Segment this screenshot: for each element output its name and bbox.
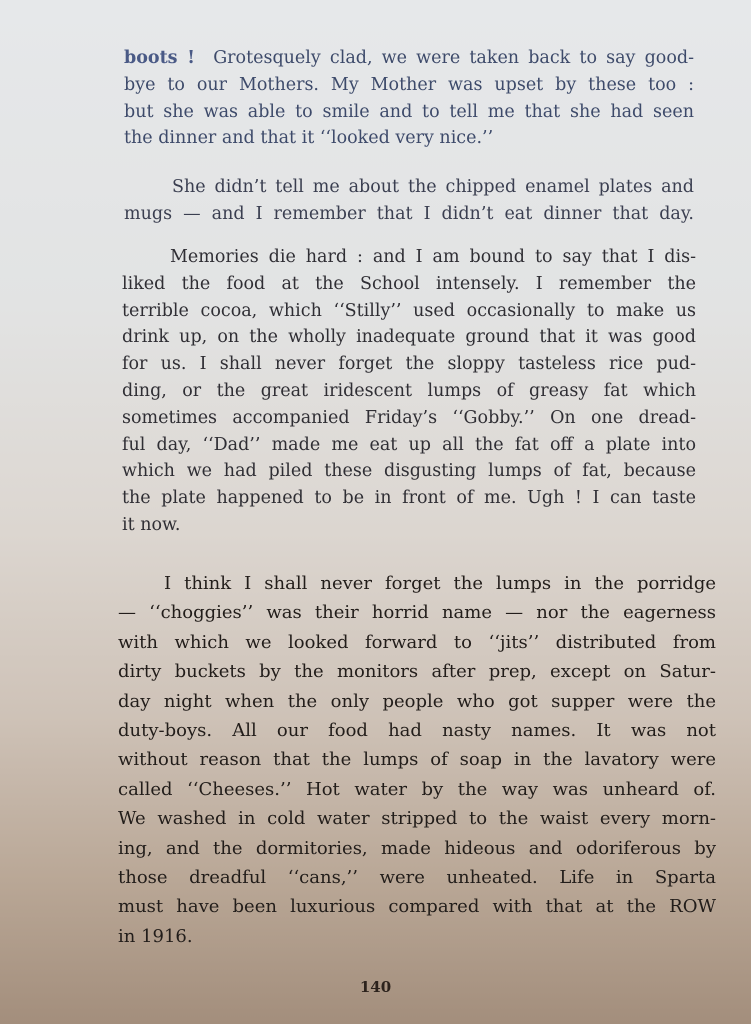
- text-line: I think I shall never forget the lumps in the porridge: [164, 573, 716, 594]
- text-line: mugs — and I remember that I didn’t eat dinner that day.: [124, 203, 694, 224]
- text-line: in 1916.: [118, 925, 193, 947]
- text-line: without reason that the lumps of soap in the lavatory were: [118, 749, 716, 771]
- text-line: Memories die hard : and I am bound to say that I dis-: [170, 247, 696, 267]
- text-line: [124, 45, 694, 72]
- text-line: the plate happened to be in front of me. Ugh ! I can taste: [122, 488, 696, 509]
- lead-word: boots !: [124, 48, 195, 68]
- paragraph-3: [122, 244, 696, 539]
- text-line: duty-boys. All our food had nasty names. It was not: [118, 720, 716, 742]
- text-line: drink up, on the wholly inadequate ground that it was good: [122, 327, 696, 348]
- paragraph-2: [124, 174, 694, 228]
- text-line: ding, or the great iridescent lumps of greasy fat which: [122, 380, 696, 401]
- text-line: sometimes accompanied Friday’s ‘‘Gobby.’’ On one dread-: [122, 407, 696, 428]
- text-line: We washed in cold water stripped to the waist every morn-: [118, 808, 716, 830]
- paragraph-4: [118, 569, 716, 951]
- text-line: those dreadful ‘‘cans,’’ were unheated. Life in Sparta: [118, 867, 716, 889]
- text-line: dirty buckets by the monitors after prep, except on Satur-: [118, 661, 716, 683]
- text-line: it now.: [122, 514, 181, 535]
- text-line: ing, and the dormitories, made hideous and odoriferous by: [118, 837, 716, 859]
- text-line: ful day, ‘‘Dad’’ made me eat up all the fat off a plate into: [122, 434, 696, 455]
- text-line: must have been luxurious compared with that at the ROW: [118, 896, 716, 918]
- text-line: with which we looked forward to ‘‘jits’’ distributed from: [118, 631, 716, 653]
- text-line: the dinner and that it ‘‘looked very nice.’’: [124, 128, 494, 149]
- paragraph-1: [124, 45, 694, 152]
- text-line: but she was able to smile and to tell me that she had seen: [124, 101, 694, 122]
- text-line-content: Grotesquely clad, we were taken back to say good-: [213, 48, 694, 68]
- text-line: She didn’t tell me about the chipped enamel plates and: [172, 177, 694, 197]
- text-line: called ‘‘Cheeses.’’ Hot water by the way was unheard of.: [118, 778, 716, 800]
- text-line: which we had piled these disgusting lumps of fat, because: [122, 461, 696, 482]
- text-line: for us. I shall never forget the sloppy tasteless rice pud-: [122, 354, 696, 375]
- text-line: day night when the only people who got supper were the: [118, 690, 716, 712]
- text-line: bye to our Mothers. My Mother was upset by these too :: [124, 74, 694, 95]
- text-line: — ‘‘choggies’’ was their horrid name — nor the eagerness: [118, 602, 716, 624]
- text-line: terrible cocoa, which ‘‘Stilly’’ used occasionally to make us: [122, 300, 696, 321]
- text-line: liked the food at the School intensely. I remember the: [122, 273, 696, 294]
- page-number: 140: [359, 978, 392, 996]
